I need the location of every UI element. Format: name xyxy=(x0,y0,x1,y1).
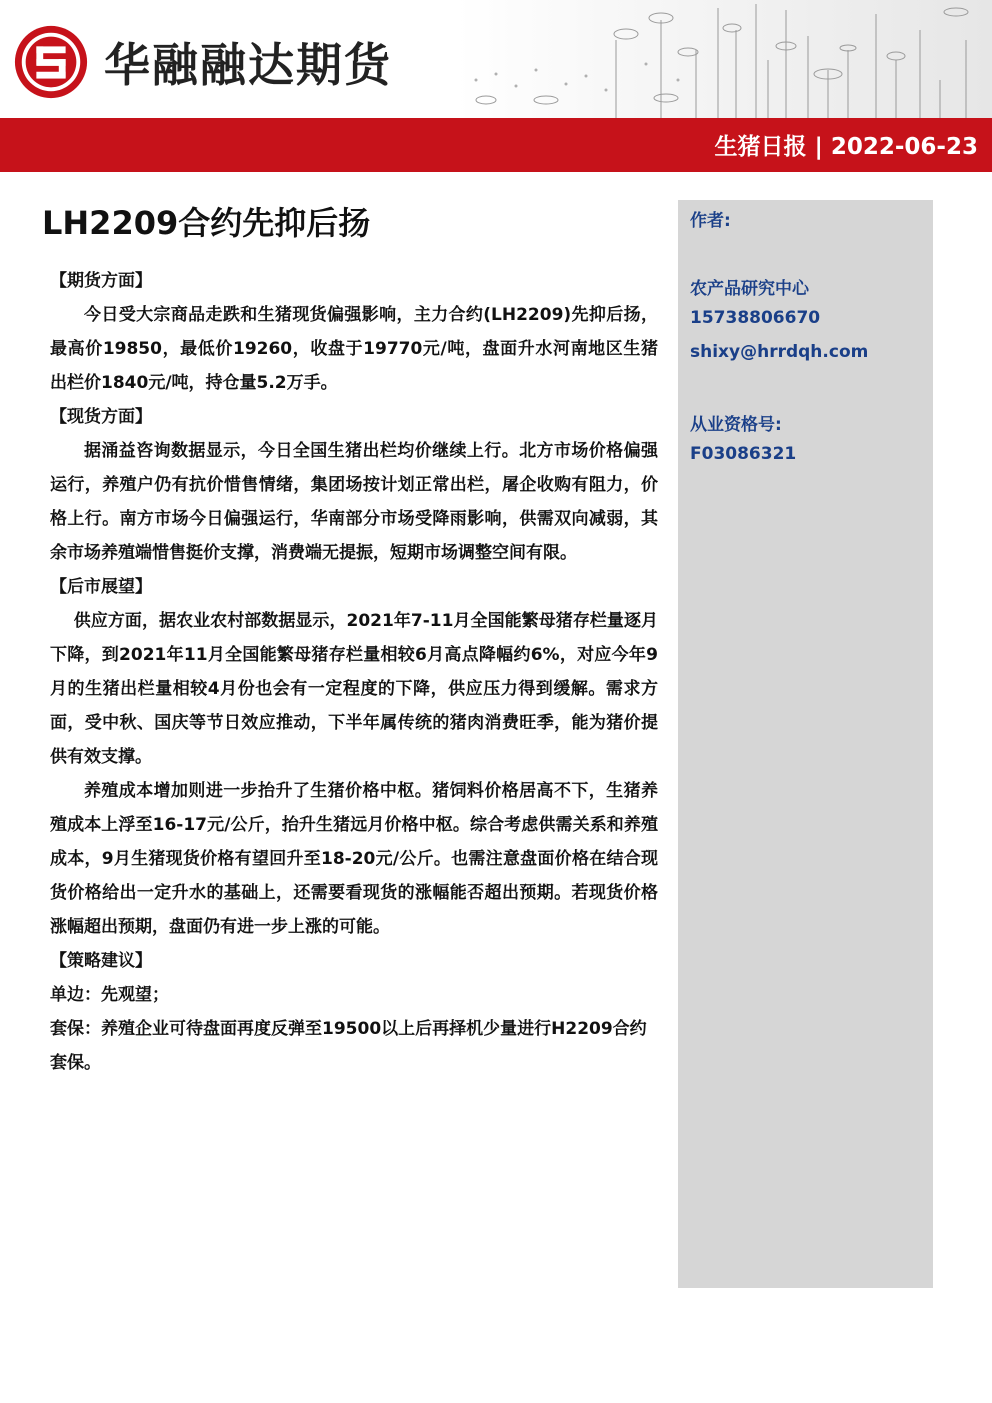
author-phone: 15738806670 xyxy=(690,308,821,328)
paragraph-outlook-cost: 养殖成本增加则进一步抬升了生猪价格中枢。猪饲料价格居高不下，生猪养殖成本上浮至16-17元/公斤，抬升生猪远月价格中枢。综合考虑供需关系和养殖成本，9月生猪现货价格有望回升至18-20元/公斤。也需注意盘面价格在结合现货价格给出一定升水的基础上，还需要看现货的涨幅能否超出预期。若现货价格涨幅超出预期，盘面仍有进一步上涨的可能。 xyxy=(50,781,658,937)
company-logo xyxy=(12,22,392,102)
author-email: shixy@hrrdqh.com xyxy=(690,342,869,362)
strategy-line-single: 单边：先观望； xyxy=(50,985,169,1005)
section-heading-spot: 【现货方面】 xyxy=(50,407,152,427)
header-bar xyxy=(0,118,992,172)
paragraph-spot: 据涌益咨询数据显示，今日全国生猪出栏均价继续上行。北方市场价格偏强运行，养殖户仍有抗价惜售情绪，集团场按计划正常出栏，屠企收购有阻力，价格上行。南方市场今日偏强运行，华南部分市场受降雨影响，供需双向减弱，其余市场养殖端惜售挺价支撑，消费端无提振，短期市场调整空间有限。 xyxy=(50,441,658,563)
author-label: 作者: xyxy=(690,211,731,231)
company-logo-icon xyxy=(12,23,90,101)
license-number: F03086321 xyxy=(690,444,797,464)
license-label: 从业资格号: xyxy=(690,415,782,435)
department-name: 农产品研究中心 xyxy=(690,279,809,299)
paragraph-futures: 今日受大宗商品走跌和生猪现货偏强影响，主力合约(LH2209)先抑后扬，最高价19850，最低价19260，收盘于19770元/吨，盘面升水河南地区生猪出栏价1840元/吨，持仓量5.2万手。 xyxy=(50,305,658,393)
section-heading-outlook: 【后市展望】 xyxy=(50,577,152,597)
strategy-line-hedge: 套保：养殖企业可待盘面再度反弹至19500以上后再择机少量进行H2209合约套保。 xyxy=(50,1019,647,1073)
section-heading-strategy: 【策略建议】 xyxy=(50,951,152,971)
article-title: LH2209合约先抑后扬 xyxy=(42,204,371,242)
report-label: 生猪日报 | 2022-06-23 xyxy=(714,134,978,160)
author-sidebar xyxy=(678,200,933,1288)
brand-name: 华融融达期货 xyxy=(104,38,392,92)
section-heading-futures: 【期货方面】 xyxy=(50,271,152,291)
paragraph-outlook-supply: 供应方面，据农业农村部数据显示，2021年7-11月全国能繁母猪存栏量逐月下降，到2021年11月全国能繁母猪存栏量相较6月高点降幅约6%，对应今年9月的生猪出栏量相较4月份也会有一定程度的下降，供应压力得到缓解。需求方面，受中秋、国庆等节日效应推动，下半年属传统的猪肉消费旺季，能为猪价提供有效支撑。 xyxy=(50,611,658,767)
article-body xyxy=(50,264,658,1080)
header-decoration xyxy=(456,0,992,118)
